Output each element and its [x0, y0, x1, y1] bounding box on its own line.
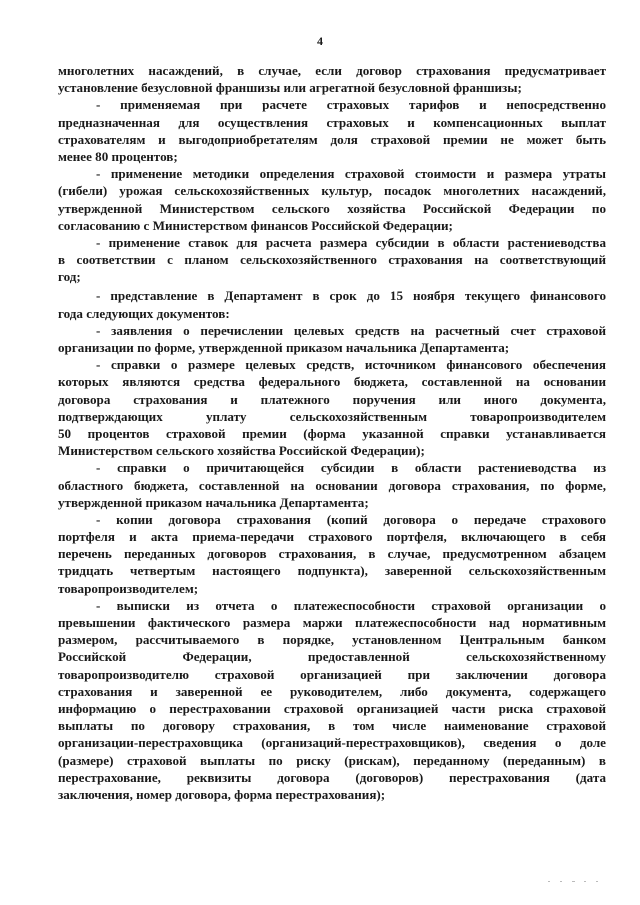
text-line: - справки о причитающейся субсидии в области растениеводства из — [96, 460, 606, 476]
text-line: перечень переданных договоров страхования, в случае, предусмотренном абзацем — [58, 546, 606, 562]
text-line: страхования и заверенной ее руководителем, либо документа, содержащего — [58, 683, 606, 699]
text-line: областного бюджета, составленной на основании договора страхования, по форме, — [58, 477, 606, 493]
text-line: года следующих документов: — [58, 305, 230, 321]
text-line: в соответствии с планом сельскохозяйственного страхования на соответствующий — [58, 252, 606, 268]
text-line: менее 80 процентов; — [58, 148, 178, 164]
text-line: утвержденной приказом начальника Департамента; — [58, 494, 369, 510]
text-line: - выписки из отчета о платежеспособности страховой организации о — [96, 597, 606, 613]
text-line: страхователям и выгодоприобретателям доля страховой премии не может быть — [58, 131, 606, 147]
text-line: - копии договора страхования (копий договора о передаче страхового — [96, 511, 606, 527]
text-line: портфеля и акта приема-передачи страхового портфеля, включающего в себя — [58, 529, 606, 545]
scan-artifact — [548, 880, 608, 884]
text-line: согласованию с Министерством финансов Российской Федерации; — [58, 217, 453, 233]
document-body — [58, 62, 606, 803]
text-line: - применяемая при расчете страховых тарифов и непосредственно — [96, 97, 606, 113]
text-line: 50 процентов страховой премии (форма указанной справки устанавливается — [58, 425, 606, 441]
text-line: превышении фактического размера маржи платежеспособности над нормативным — [58, 615, 606, 630]
text-line: договора страхования и платежного поручения или иного документа, — [58, 391, 606, 407]
text-line: (гибели) урожая сельскохозяйственных культур, посадок многолетних насаждений, — [58, 183, 606, 199]
text-line: размером, рассчитываемого в порядке, установленном Центральным банком — [58, 632, 606, 648]
text-line: - представление в Департамент в срок до 15 ноября текущего финансового — [96, 288, 606, 304]
text-line: (размере) страховой выплаты по риску (рискам), переданному (переданным) в — [58, 752, 606, 768]
text-line: товаропроизводителем; — [58, 580, 199, 596]
text-line: которых являются средства федерального бюджета, составленной на основании — [58, 374, 606, 390]
text-line: организации-перестраховщика (организаций-перестраховщиков), сведения о доле — [58, 735, 606, 751]
text-line: установление безусловной франшизы или агрегатной безусловной франшизы; — [58, 80, 522, 96]
text-line: утвержденной Министерством сельского хозяйства Российской Федерации по — [58, 200, 606, 216]
text-line: выплаты по договору страхования, в том числе наименование страховой — [58, 718, 606, 734]
text-line: многолетних насаждений, в случае, если договор страхования предусматривает — [58, 63, 606, 78]
text-line: подтверждающих уплату сельскохозяйственным товаропроизводителем — [58, 408, 606, 424]
text-line: - применение методики определения страховой стоимости и размера утраты — [96, 166, 606, 182]
text-line: - заявления о перечислении целевых средств на расчетный счет страховой — [96, 322, 606, 338]
text-line: тридцать четвертым настоящего подпункта), заверенной сельскохозяйственным — [58, 563, 606, 579]
text-line: заключения, номер договора, форма перестрахования); — [58, 786, 386, 802]
text-line: - применение ставок для расчета размера субсидии в области растениеводства — [96, 234, 606, 250]
text-line: - справки о размере целевых средств, источником финансового обеспечения — [96, 357, 606, 373]
page-number: 4 — [317, 34, 323, 48]
text-line: Российской Федерации, предоставленной сельскохозяйственному — [58, 649, 606, 665]
text-line: предназначенная для осуществления страховых и компенсационных выплат — [58, 114, 606, 130]
text-line: товаропроизводителю страховой организацией при заключении договора — [58, 666, 606, 682]
text-line: перестрахование, реквизиты договора (договоров) перестрахования (дата — [58, 769, 606, 785]
text-line: год; — [58, 269, 81, 285]
text-line: Министерством сельского хозяйства Российской Федерации); — [58, 443, 425, 459]
text-line: информацию о перестраховании страховой организацией части риска страховой — [58, 700, 606, 716]
text-line: организации по форме, утвержденной приказом начальника Департамента; — [58, 340, 510, 355]
